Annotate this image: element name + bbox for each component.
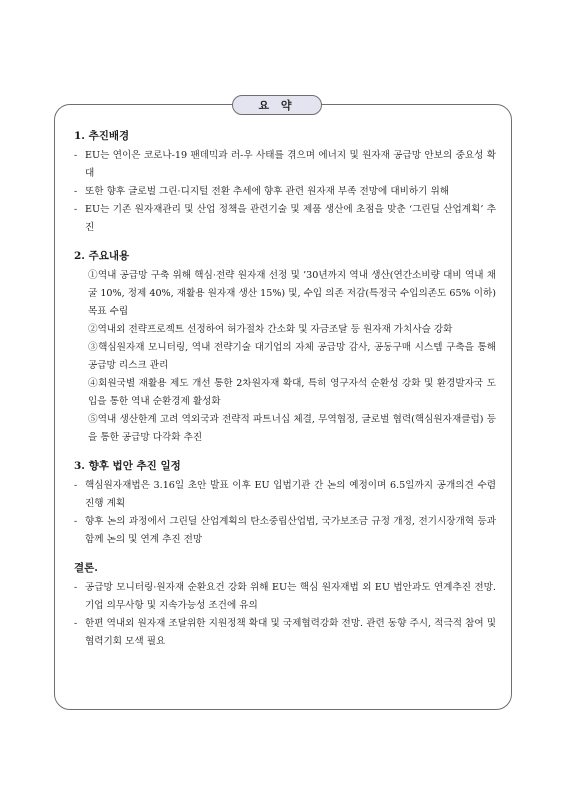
bullet-text: 또한 향후 글로벌 그린·디지털 전환 추세에 향후 관련 원자재 부족 전망에 대비하기 위해: [85, 186, 450, 197]
section-heading: 결론.: [74, 562, 98, 574]
summary-title: 요 약: [232, 95, 322, 115]
bullet-text: 핵심원자재법은 3.16일 초안 발표 이후 EU 입법기관 간 논의 예정이며 6.5일까지 공개의견 수렴진행 계획: [85, 480, 496, 509]
section-heading: 1. 추진배경: [74, 130, 130, 142]
bullet-text: EU는 연이은 코로나-19 팬데믹과 러-우 사태를 겪으며 에너지 및 원자재 공급망 안보의 중요성 확대: [85, 150, 496, 179]
bullet-item: - 핵심원자재법은 3.16일 초안 발표 이후 EU 입법기관 간 논의 예정이며 6.5일까지 공개의견 수렴진행 계획: [74, 480, 496, 509]
bullet-item: - 또한 향후 글로벌 그린·디지털 전환 추세에 향후 관련 원자재 부족 전망에 대비하기 위해: [74, 186, 450, 197]
section-background: [74, 126, 496, 237]
bullet-item: - EU는 기존 원자재관리 및 산업 정책을 관련기술 및 제품 생산에 초점을 맞춘 ‘그린딜 산업계획’ 추진: [74, 204, 496, 233]
bullet-text: EU는 기존 원자재관리 및 산업 정책을 관련기술 및 제품 생산에 초점을 맞춘 ‘그린딜 산업계획’ 추진: [85, 204, 496, 233]
section-heading: 2. 주요내용: [74, 250, 130, 262]
bullet-item: - 공급망 모니터링·원자재 순환요건 강화 위해 EU는 핵심 원자재법 외 EU 법안과도 연계추진 전망. 기업 의무사항 및 지속가능성 조건에 유의: [74, 582, 496, 611]
bullet-item: - 향후 논의 과정에서 그린딜 산업계획의 탄소중립산업법, 국가보조금 규정 개정, 전기시장개혁 등과 함께 논의 및 연계 추진 전망: [74, 516, 496, 545]
bullet-text: 공급망 모니터링·원자재 순환요건 강화 위해 EU는 핵심 원자재법 외 EU 법안과도 연계추진 전망. 기업 의무사항 및 지속가능성 조건에 유의: [85, 582, 496, 611]
numbered-item: ③핵심원자재 모니터링, 역내 전략기술 대기업의 자체 공급망 감사, 공동구매 시스템 구축을 통해 공급망 리스크 관리: [88, 342, 496, 371]
section-schedule: [74, 456, 496, 549]
numbered-item: ④회원국별 재활용 제도 개선 통한 2차원자재 확대, 특히 영구자석 순환성 강화 및 환경발자국 도입을 통한 역내 순환경제 활성화: [88, 378, 496, 407]
bullet-item: - 한편 역내외 원자재 조달위한 지원정책 확대 및 국제협력강화 전망. 관련 동향 주시, 적극적 참여 및 협력기회 모색 필요: [74, 618, 496, 647]
bullet-text: 향후 논의 과정에서 그린딜 산업계획의 탄소중립산업법, 국가보조금 규정 개정, 전기시장개혁 등과 함께 논의 및 연계 추진 전망: [85, 516, 496, 545]
bullet-text: 한편 역내외 원자재 조달위한 지원정책 확대 및 국제협력강화 전망. 관련 동향 주시, 적극적 참여 및 협력기회 모색 필요: [85, 618, 496, 647]
section-conclusion: [74, 558, 496, 651]
bullet-item: - EU는 연이은 코로나-19 팬데믹과 러-우 사태를 겪으며 에너지 및 원자재 공급망 안보의 중요성 확대: [74, 150, 496, 179]
numbered-item: ①역내 공급망 구축 위해 핵심·전략 원자재 선정 및 ’30년까지 역내 생산(연간소비량 대비 역내 채굴 10%, 정제 40%, 재활용 원자재 생산 15%) 및, 수입 의존 저감(특정국 수입의존도 65% 이하) 목표 수립: [88, 270, 496, 317]
numbered-item: ②역내외 전략프로젝트 선정하여 허가절차 간소화 및 자금조달 등 원자재 가치사슬 강화: [88, 324, 453, 335]
summary-content: [74, 126, 496, 660]
section-heading: 3. 향후 법안 추진 일정: [74, 460, 181, 472]
section-main-content: [74, 246, 496, 447]
numbered-item: ⑤역내 생산한계 고려 역외국과 전략적 파트너십 체결, 무역협정, 글로벌 협력(핵심원자재클럽) 등을 통한 공급망 다각화 추진: [88, 414, 496, 443]
